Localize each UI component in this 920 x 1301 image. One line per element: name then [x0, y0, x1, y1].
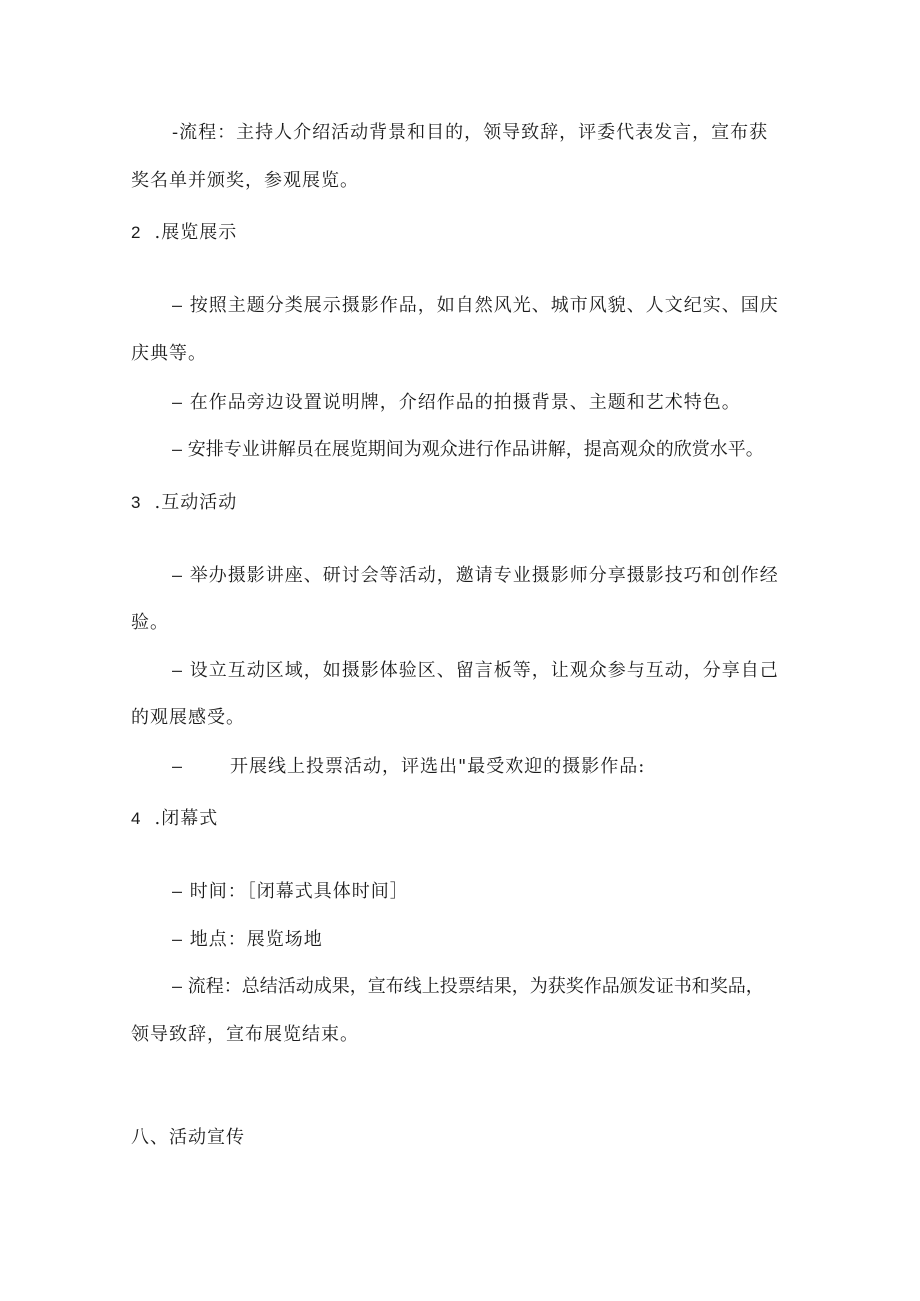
- section-4-heading: [131, 808, 218, 830]
- section-3-item-2: [172, 659, 779, 682]
- section-4-item-process-continued: 领导致辞，宣布展览结束。: [131, 1024, 359, 1045]
- section-2-item-1-continued: 庆典等。: [131, 343, 207, 364]
- section-3-item-1: [172, 564, 779, 587]
- section-2-item-2: [172, 391, 741, 414]
- section-3-item-3: [172, 755, 645, 778]
- section-4-item-location-text: 地点：展览场地: [189, 929, 323, 950]
- section-3-item-2-text: 设立互动区域，如摄影体验区、留言板等，让观众参与互动，分享自己: [189, 660, 779, 681]
- bullet-dash: –: [172, 756, 184, 776]
- section-4-item-location: [172, 928, 323, 951]
- section-2-title: .展览展示: [154, 222, 238, 243]
- section-3-heading: [131, 492, 237, 514]
- section-4-item-time-text: 时间：［闭幕式具体时间］: [189, 881, 409, 902]
- section-3-item-1-continued: 验。: [131, 612, 169, 633]
- section-4-item-time: [172, 880, 409, 903]
- bullet-dash: –: [172, 929, 184, 949]
- section-4-number: 4: [131, 809, 141, 828]
- bullet-dash: –: [172, 439, 183, 459]
- section-2-item-2-text: 在作品旁边设置说明牌，介绍作品的拍摄背景、主题和艺术特色。: [189, 392, 741, 413]
- section-4-item-process-text: 流程：总结活动成果，宣布线上投票结果，为获奖作品颁发证书和奖品，: [187, 976, 764, 997]
- section-3-number: 3: [131, 493, 141, 512]
- bullet-dash: –: [172, 392, 184, 412]
- section-3-title: .互动活动: [154, 492, 238, 513]
- section-2-heading: [131, 222, 237, 244]
- section-3-item-1-text: 举办摄影讲座、研讨会等活动，邀请专业摄影师分享摄影技巧和创作经: [189, 565, 779, 586]
- section-4-title: .闭幕式: [154, 808, 219, 829]
- section-2-item-3-text: 安排专业讲解员在展览期间为观众进行作品讲解，提高观众的欣赏水平。: [187, 439, 764, 460]
- opening-process-line-2: 奖名单并颁奖，参观展览。: [131, 170, 359, 191]
- bullet-dash: –: [172, 660, 184, 680]
- bullet-dash: –: [172, 976, 183, 996]
- bullet-dash: –: [172, 881, 184, 901]
- bullet-dash: –: [172, 295, 184, 315]
- section-2-number: 2: [131, 223, 141, 242]
- section-3-item-2-continued: 的观展感受。: [131, 707, 245, 728]
- bullet-dash: –: [172, 565, 184, 585]
- section-4-item-process: [172, 975, 764, 998]
- section-8-heading: 八、活动宣传: [131, 1127, 245, 1148]
- section-3-item-3-text: 开展线上投票活动，评选出"最受欢迎的摄影作品:: [230, 756, 646, 777]
- section-2-item-1-text: 按照主题分类展示摄影作品，如自然风光、城市风貌、人文纪实、国庆: [189, 295, 779, 316]
- section-2-item-3: [172, 438, 764, 461]
- section-2-item-1: [172, 294, 779, 317]
- opening-process-line-1: -流程：主持人介绍活动背景和目的，领导致辞，评委代表发言，宣布获: [172, 122, 769, 143]
